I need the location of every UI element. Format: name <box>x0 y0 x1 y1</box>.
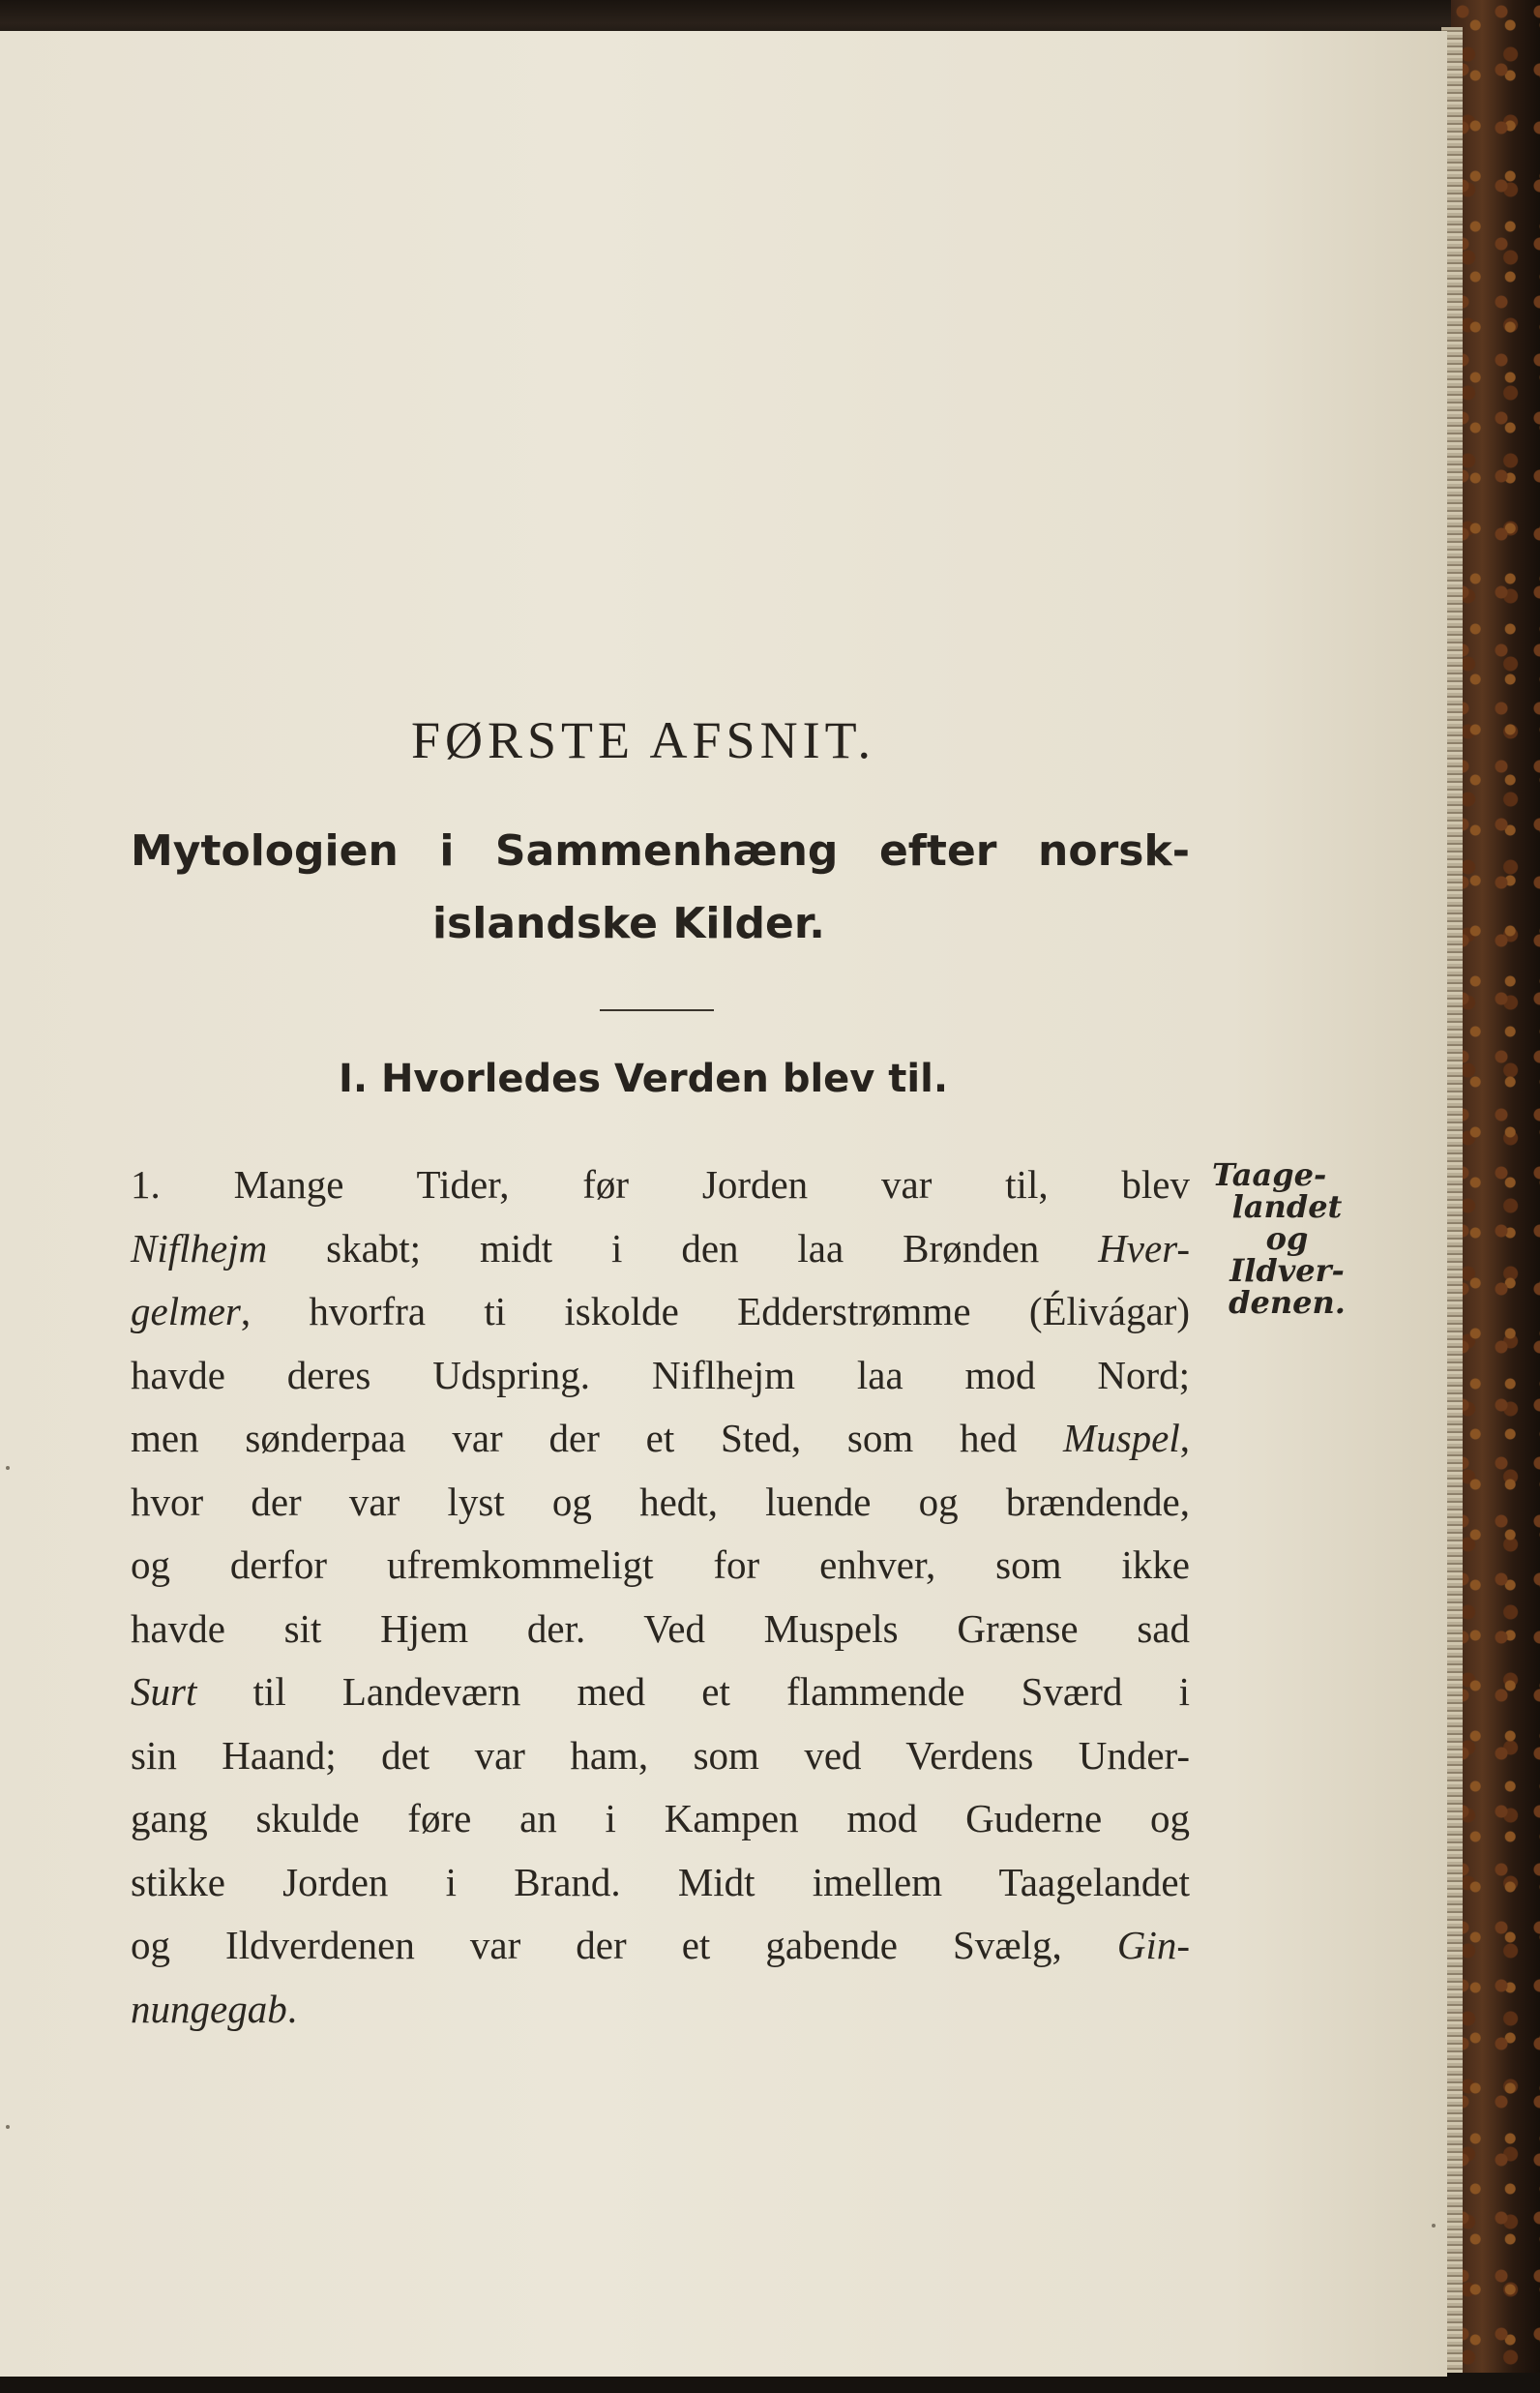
body-line <box>131 1660 1190 1724</box>
italic-term: Hver- <box>1098 1225 1190 1271</box>
italic-term: Surt <box>131 1669 197 1714</box>
text-run: stikke Jorden i Brand. Midt imellem Taagelandet <box>131 1859 1190 1904</box>
page-speck <box>6 1466 10 1470</box>
body-line <box>131 1344 1190 1408</box>
body-line <box>131 1978 1190 2042</box>
subsection-title: I. Hvorledes Verden blev til. <box>338 1057 949 1101</box>
chapter-title-line-2: islandske Kilder. <box>431 899 826 948</box>
italic-term: Gin- <box>1116 1923 1190 1967</box>
body-line <box>131 1598 1190 1661</box>
body-line <box>131 1914 1190 1978</box>
margin-note <box>1212 1156 1362 1321</box>
text-run: , <box>1179 1416 1190 1460</box>
margin-note-line: Taage- <box>1212 1156 1327 1193</box>
book-spine <box>1451 0 1540 2393</box>
text-run: til Landeværn med et flammende Sværd i <box>196 1669 1190 1714</box>
text-run: havde deres Udspring. Niflhejm laa mod Nord; <box>131 1352 1190 1397</box>
text-run: og Ildverdenen var der et gabende Svælg, <box>131 1923 1117 1967</box>
text-run: og derfor ufremkommeligt for enhver, som ikke <box>131 1542 1190 1587</box>
body-line <box>131 1787 1190 1851</box>
text-run: skabt; midt i den laa Brønden <box>267 1225 1099 1271</box>
italic-term: nungegab <box>131 1986 287 2031</box>
text-run: , hvorfra ti iskolde Edderstrømme (Élivágar) <box>240 1289 1190 1333</box>
margin-note-line: landet <box>1231 1188 1343 1225</box>
page-speck <box>1432 2224 1436 2228</box>
text-run: sin Haand; det var ham, som ved Verdens Under- <box>131 1732 1190 1778</box>
chapter-title <box>131 815 1190 960</box>
margin-note-line: Ildver- <box>1229 1252 1345 1289</box>
body-line <box>131 1280 1190 1344</box>
section-heading: FØRSTE AFSNIT. <box>410 711 876 769</box>
italic-term: Muspel <box>1063 1416 1180 1460</box>
margin-note-line: og <box>1265 1220 1309 1257</box>
body-line <box>131 1153 1190 1217</box>
italic-term: gelmer <box>131 1289 241 1333</box>
body-line <box>131 1534 1190 1598</box>
text-run: gang skulde føre an i Kampen mod Guderne og <box>131 1796 1190 1840</box>
body-line <box>131 1407 1190 1471</box>
body-paragraph <box>131 1153 1190 2041</box>
horizontal-rule <box>600 1009 714 1011</box>
text-run: . <box>286 1986 297 2031</box>
body-line <box>131 1851 1190 1915</box>
margin-note-line: denen. <box>1229 1284 1346 1321</box>
body-line <box>131 1471 1190 1535</box>
italic-term: Niflhejm <box>131 1225 268 1271</box>
text-run: men sønderpaa var der et Sted, som hed <box>131 1416 1064 1460</box>
page-speck <box>6 2125 10 2129</box>
text-run: 1. Mange Tider, før Jorden var til, blev <box>131 1162 1190 1207</box>
body-line <box>131 1217 1190 1281</box>
text-run: havde sit Hjem der. Ved Muspels Grænse sad <box>131 1605 1190 1651</box>
text-run: hvor der var lyst og hedt, luende og brændende, <box>131 1479 1190 1524</box>
body-line <box>131 1724 1190 1788</box>
chapter-title-line-1: Mytologien i Sammenhæng efter norsk- <box>131 826 1190 876</box>
